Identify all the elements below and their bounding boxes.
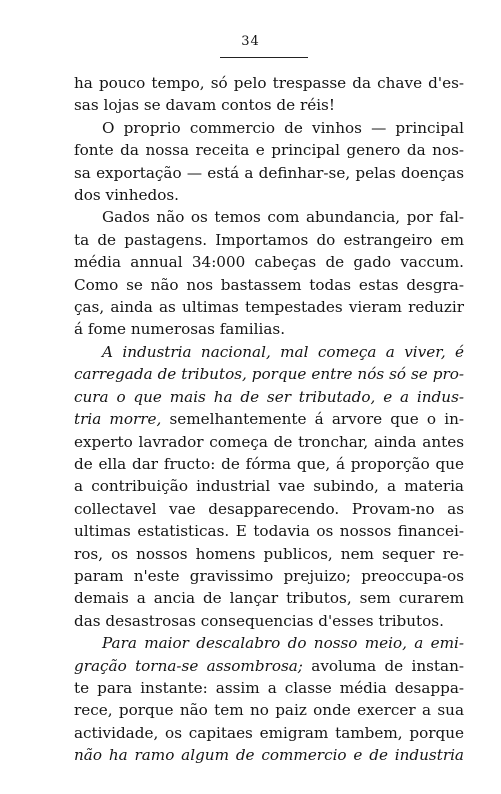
header-rule: [220, 57, 308, 58]
text-line: [74, 498, 464, 520]
text-segment: ças, ainda as ultimas tempestades vieram reduzir: [74, 298, 464, 317]
italic-text: gração torna-se assombrosa;: [74, 656, 303, 675]
text-line: [74, 431, 464, 453]
italic-text: tria morre,: [74, 410, 162, 429]
text-line: [74, 341, 464, 363]
text-line: [74, 274, 464, 296]
text-segment: sa exportação — está a definhar-se, pelas doenças: [74, 163, 464, 182]
text-line: [74, 408, 464, 430]
text-segment: demais a ancia de lançar tributos, sem curarem: [74, 589, 464, 608]
text-line: [74, 296, 464, 318]
italic-text: carregada de tributos, porque entre nós só se pro-: [74, 365, 464, 384]
text-line: [74, 677, 464, 699]
text-segment: ha pouco tempo, só pelo trespasse da chave d'es-: [74, 74, 464, 92]
text-segment: te para instante: assim a classe média desappa-: [74, 678, 464, 697]
text-line: [74, 184, 464, 206]
text-segment: semelhantemente á arvore que o in-: [161, 410, 464, 429]
text-segment: á fome numerosas familias.: [74, 320, 286, 339]
text-line: [74, 139, 464, 161]
text-segment: Gados não os temos com abundancia, por fal-: [102, 208, 464, 227]
text-line: [74, 251, 464, 273]
text-line: [74, 610, 464, 632]
text-segment: de ella dar fructo: de fórma que, á proporção que: [74, 454, 464, 473]
text-segment: ros, os nossos homens publicos, nem sequer re-: [74, 544, 464, 563]
text-line: [74, 363, 464, 385]
text-segment: collectavel vae desapparecendo. Provam-no as: [74, 499, 464, 518]
page-number: 34: [241, 34, 260, 49]
body-text: [74, 72, 464, 767]
text-line: [74, 386, 464, 408]
text-segment: a contribuição industrial vae subindo, a materia: [74, 477, 464, 496]
text-line: [74, 206, 464, 228]
text-line: [74, 722, 464, 744]
text-line: [74, 587, 464, 609]
text-line: [74, 475, 464, 497]
text-segment: média annual 34:000 cabeças de gado vaccum.: [74, 253, 464, 272]
text-segment: ultimas estatisticas. E todavia os nossos financei-: [74, 522, 464, 541]
text-segment: experto lavrador começa de tronchar, ainda antes: [74, 432, 464, 451]
text-line: [74, 453, 464, 475]
italic-text: Para maior descalabro do nosso meio,: [102, 634, 407, 653]
text-line: [74, 632, 464, 654]
text-segment: actividade, os capitaes emigram tambem, porque: [74, 723, 464, 742]
text-segment: avoluma de instan-: [302, 656, 464, 675]
text-line: [74, 318, 464, 340]
text-line: [74, 94, 464, 116]
text-segment: fonte da nossa receita e principal genero da nos-: [74, 141, 464, 160]
text-segment: O proprio commercio de vinhos — principal: [102, 118, 464, 137]
text-line: [74, 699, 464, 721]
text-segment: dos vinhedos.: [74, 186, 179, 205]
text-line: [74, 229, 464, 251]
text-segment: das desastrosas consequencias d'esses tributos.: [74, 611, 444, 630]
text-line: [74, 543, 464, 565]
text-segment: sas lojas se davam contos de réis!: [74, 96, 335, 115]
text-segment: rece, porque não tem no paiz onde exercer a sua: [74, 701, 464, 720]
text-line: [74, 655, 464, 677]
text-line: [74, 565, 464, 587]
text-segment: Como se não nos bastassem todas estas desgra-: [74, 275, 464, 294]
text-line: [74, 117, 464, 139]
italic-text: não ha ramo algum de commercio e de industria: [74, 746, 464, 765]
text-line: [74, 72, 464, 94]
italic-text: cura o que mais ha de ser tributado, e a indus-: [74, 387, 464, 406]
text-segment: ta de pastagens. Importamos do estrangeiro em: [74, 230, 464, 249]
text-line: [74, 744, 464, 766]
italic-text: a emi-: [414, 634, 465, 653]
text-line: [74, 520, 464, 542]
italic-text: A industria nacional, mal começa a viver, é: [102, 342, 464, 361]
text-segment: param n'este gravissimo prejuizo; preoccupa-os: [74, 566, 464, 585]
text-line: [74, 162, 464, 184]
